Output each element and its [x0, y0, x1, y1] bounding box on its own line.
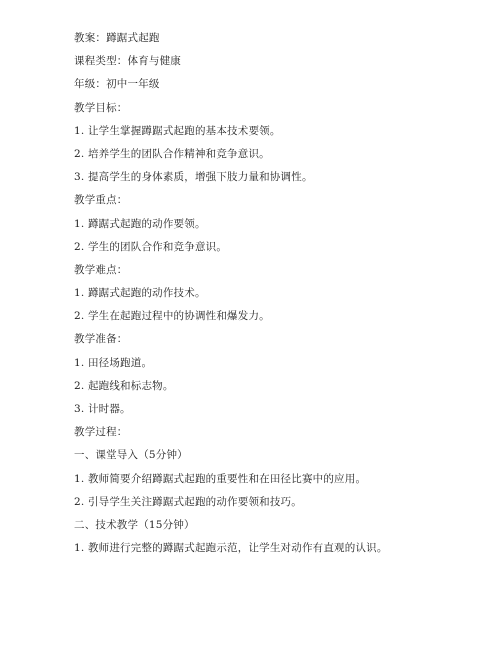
objective-item: 1. 让学生掌握蹲踞式起跑的基本技术要领。 — [74, 124, 281, 137]
section-heading-key-points: 教学重点： — [74, 194, 128, 207]
key-point-item: 2. 学生的团队合作和竞争意识。 — [74, 240, 228, 253]
key-point-item: 1. 蹲踞式起跑的动作要领。 — [74, 217, 206, 230]
difficulty-item: 2. 学生在起跑过程中的协调性和爆发力。 — [74, 310, 270, 323]
difficulty-item: 1. 蹲踞式起跑的动作技术。 — [74, 287, 206, 300]
process-subheading: 一、课堂导入（5分钟） — [74, 449, 188, 462]
grade-level: 年级：初中一年级 — [74, 78, 160, 91]
course-type: 课程类型：体育与健康 — [74, 55, 181, 68]
objective-item: 3. 提高学生的身体素质，增强下肢力量和协调性。 — [74, 171, 313, 184]
section-heading-preparation: 教学准备： — [74, 333, 128, 346]
preparation-item: 2. 起跑线和标志物。 — [74, 379, 174, 392]
section-heading-difficulties: 教学难点： — [74, 263, 128, 276]
process-item: 2. 引导学生关注蹲踞式起跑的动作要领和技巧。 — [74, 495, 302, 508]
section-heading-process: 教学过程： — [74, 426, 128, 439]
preparation-item: 1. 田径场跑道。 — [74, 356, 153, 369]
objective-item: 2. 培养学生的团队合作精神和竞争意识。 — [74, 147, 270, 160]
preparation-item: 3. 计时器。 — [74, 403, 131, 415]
section-heading-objectives: 教学目标： — [74, 101, 128, 114]
process-subheading: 二、技术教学（15分钟） — [74, 518, 195, 531]
lesson-plan-text — [74, 27, 474, 560]
lesson-title: 教案：蹲踞式起跑 — [74, 32, 160, 44]
process-item: 1. 教师进行完整的蹲踞式起跑示范，让学生对动作有直观的认识。 — [74, 542, 388, 555]
process-item: 1. 教师简要介绍蹲踞式起跑的重要性和在田径比赛中的应用。 — [74, 472, 367, 485]
